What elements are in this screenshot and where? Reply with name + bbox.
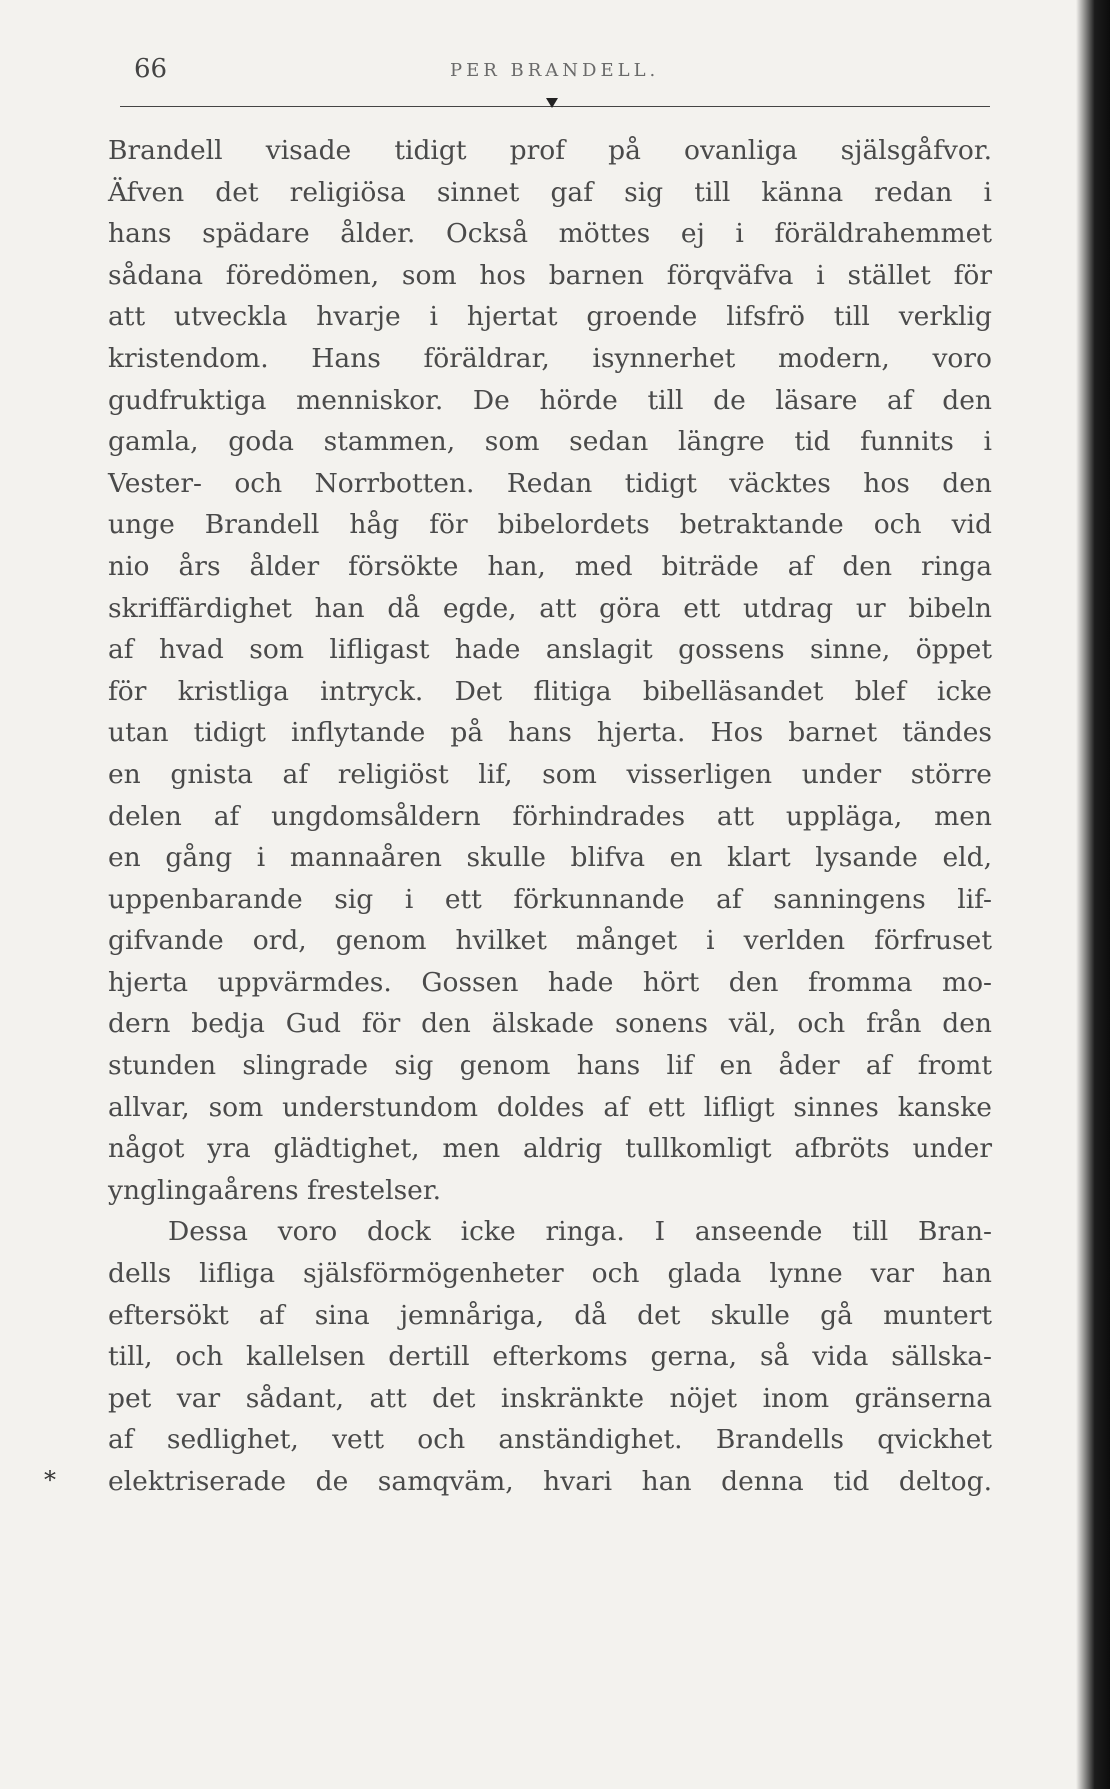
text-line: delen af ungdomsåldern förhindrades att uppläga, men [108,800,992,832]
page-header [120,54,990,94]
text-line: stunden slingrade sig genom hans lif en åder af fromt [108,1050,992,1082]
text-line: af hvad som lifligast hade anslagit gossens sinne, öppet [108,634,992,666]
text-line: allvar, som understundom doldes af ett lifligt sinnes kanske [108,1091,992,1123]
text-line: en gnista af religiöst lif, som visserligen under större [108,758,992,790]
text-line: Brandell visade tidigt prof på ovanliga själsgåfvor. [108,135,992,166]
text-line: skriffärdighet han då egde, att göra ett utdrag ur bibeln [108,592,992,624]
text-line: gudfruktiga menniskor. De hörde till de läsare af den [108,384,992,416]
text-line: kristendom. Hans föräldrar, isynnerhet modern, voro [108,342,992,374]
text-line: en gång i mannaåren skulle blifva en klart lysande eld, [108,842,992,874]
text-line: uppenbarande sig i ett förkunnande af sanningens lif- [108,883,992,915]
text-line: till, och kallelsen dertill efterkoms gerna, så vida sällska- [108,1341,992,1373]
text-line: pet var sådant, att det inskränkte nöjet inom gränserna [108,1382,992,1414]
text-line: ynglingaårens frestelser. [108,1174,442,1206]
text-line: utan tidigt inflytande på hans hjerta. Hos barnet tändes [108,717,992,749]
text-line: sådana föredömen, som hos barnen förqväfva i stället för [108,259,992,291]
text-line: Äfven det religiösa sinnet gaf sig till känna redan i [108,176,992,208]
text-line: för kristliga intryck. Det flitiga bibelläsandet blef icke [108,675,992,707]
running-title: PER BRANDELL. [450,60,660,81]
text-line: gamla, goda stammen, som sedan längre tid funnits i [108,426,992,458]
text-line: elektriserade de samqväm, hvari han denna tid deltog. [108,1466,992,1497]
page-edge-shadow [1076,0,1110,1789]
text-line: af sedlighet, vett och anständighet. Brandells qvickhet [108,1424,992,1456]
text-line: nio års ålder försökte han, med biträde af den ringa [108,550,992,582]
body-text [108,130,992,1503]
text-line: Dessa voro dock icke ringa. I anseende till Bran- [168,1216,992,1248]
text-line: något yra glädtighet, men aldrig tullkomligt afbröts under [108,1133,992,1165]
text-line: gifvande ord, genom hvilket månget i verlden förfruset [108,925,992,957]
page-number: 66 [134,54,168,84]
text-line: unge Brandell håg för bibelordets betraktande och vid [108,509,992,541]
text-line: Vester- och Norrbotten. Redan tidigt väcktes hos den [108,467,992,499]
text-line: eftersökt af sina jemnåriga, då det skulle gå muntert [108,1299,992,1331]
text-line: att utveckla hvarje i hjertat groende lifsfrö till verklig [108,301,992,333]
text-line: hans spädare ålder. Också möttes ej i föräldrahemmet [108,218,992,250]
text-line: dells lifliga själsförmögenheter och glada lynne var han [108,1258,992,1290]
rule-ornament [546,98,558,108]
text-line: hjerta uppvärmdes. Gossen hade hört den fromma mo- [108,966,992,998]
margin-mark: * [44,1466,56,1494]
text-line: dern bedja Gud för den älskade sonens väl, och från den [108,1008,992,1040]
